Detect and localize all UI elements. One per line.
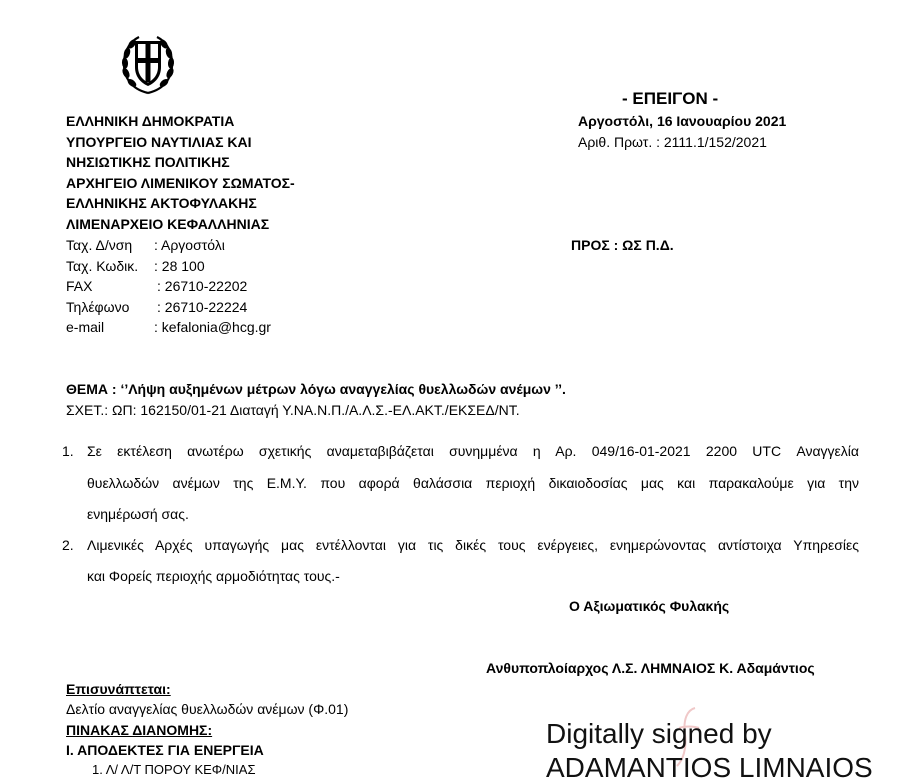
fax-value: : 26710-22202 bbox=[157, 278, 248, 294]
digital-signature-line: Digitally signed by bbox=[546, 718, 772, 749]
paragraph-line: Σε εκτέλεση ανωτέρω σχετικής αναμεταβιβάζεται συνημμένα η Αρ. 049/16-01-2021 2200 UTC Αναγγελία bbox=[87, 443, 859, 459]
postcode-value: : 28 100 bbox=[154, 258, 205, 274]
protocol-number: Αριθ. Πρωτ. : 2111.1/152/2021 bbox=[578, 134, 767, 150]
reference-line: ΣΧΕΤ.: ΩΠ: 162150/01-21 Διαταγή Υ.ΝΑ.Ν.Π./Α.Λ.Σ.-ΕΛ.ΑΚΤ./ΕΚΣΕΔ/ΝΤ. bbox=[66, 402, 520, 418]
urgency-label: - ΕΠΕΙΓΟΝ - bbox=[622, 89, 719, 108]
header-line: ΥΠΟΥΡΓΕΙΟ ΝΑΥΤΙΛΙΑΣ ΚΑΙ bbox=[66, 134, 252, 150]
header-line: ΕΛΛΗΝΙΚΗΣ ΑΚΤΟΦΥΛΑΚΗΣ bbox=[66, 195, 257, 211]
attachments-heading: Επισυνάπτεται: bbox=[66, 681, 171, 697]
address-label: Ταχ. Δ/νση bbox=[66, 237, 133, 253]
phone-label: Τηλέφωνο bbox=[66, 299, 130, 315]
phone-value: : 26710-22224 bbox=[157, 299, 248, 315]
header-line: ΕΛΛΗΝΙΚΗ ΔΗΜΟΚΡΑΤΙΑ bbox=[66, 113, 235, 129]
attachment-item: Δελτίο αναγγελίας θυελλωδών ανέμων (Φ.01) bbox=[66, 701, 349, 717]
subject-line: ΘΕΜΑ : ‘’Λήψη αυξημένων μέτρων λόγω αναγγελίας θυελλωδών ανέμων ’’. bbox=[66, 381, 566, 397]
signatory-name: Ανθυποπλοίαρχος Λ.Σ. ΛΗΜΝΑΙΟΣ Κ. Αδαμάντιος bbox=[486, 660, 815, 676]
paragraph-line: θυελλωδών ανέμων της Ε.Μ.Υ. που αφορά θαλάσσια περιοχή δικαιοδοσίας μας και παρακαλούμε για την bbox=[87, 475, 859, 491]
recipient-line: ΠΡΟΣ : ΩΣ Π.Δ. bbox=[571, 237, 674, 253]
email-label: e-mail bbox=[66, 319, 105, 335]
digital-signature-line: ADAMANTIOS LIMNAIOS bbox=[546, 752, 873, 783]
paragraph-line: και Φορείς περιοχής αρμοδιότητας τους.- bbox=[87, 568, 340, 584]
coat-of-arms-icon bbox=[121, 33, 175, 95]
item-number: 2. bbox=[62, 537, 74, 553]
paragraph-line: ενημέρωσή σας. bbox=[87, 506, 189, 522]
distribution-heading: ΠΙΝΑΚΑΣ ΔΙΑΝΟΜΗΣ: bbox=[66, 722, 213, 738]
address-value: : Αργοστόλι bbox=[154, 237, 225, 253]
email-value: : kefalonia@hcg.gr bbox=[154, 319, 271, 335]
fax-label: FAX bbox=[66, 278, 93, 294]
paragraph-line: Λιμενικές Αρχές υπαγωγής μας εντέλλονται για τις δικές τους ενέργειες, ενημερώνοντας αντίστοιχα Υπηρεσίες bbox=[87, 537, 859, 553]
distribution-item: 1. Λ/ Λ/Τ ΠΟΡΟΥ ΚΕΦ/ΝΙΑΣ bbox=[92, 762, 256, 777]
header-line: ΛΙΜΕΝΑΡΧΕΙΟ ΚΕΦΑΛΛΗΝΙΑΣ bbox=[66, 216, 270, 232]
postcode-label: Ταχ. Κωδικ. bbox=[66, 258, 139, 274]
header-line: ΑΡΧΗΓΕΙΟ ΛΙΜΕΝΙΚΟΥ ΣΩΜΑΤΟΣ- bbox=[66, 175, 295, 191]
item-number: 1. bbox=[62, 443, 74, 459]
header-line: ΝΗΣΙΩΤΙΚΗΣ ΠΟΛΙΤΙΚΗΣ bbox=[66, 154, 230, 170]
distribution-section: Ι. ΑΠΟΔΕΚΤΕΣ ΓΙΑ ΕΝΕΡΓΕΙΑ bbox=[66, 742, 264, 758]
signatory-title: Ο Αξιωματικός Φυλακής bbox=[569, 598, 730, 614]
document-date: Αργοστόλι, 16 Ιανουαρίου 2021 bbox=[578, 113, 787, 129]
